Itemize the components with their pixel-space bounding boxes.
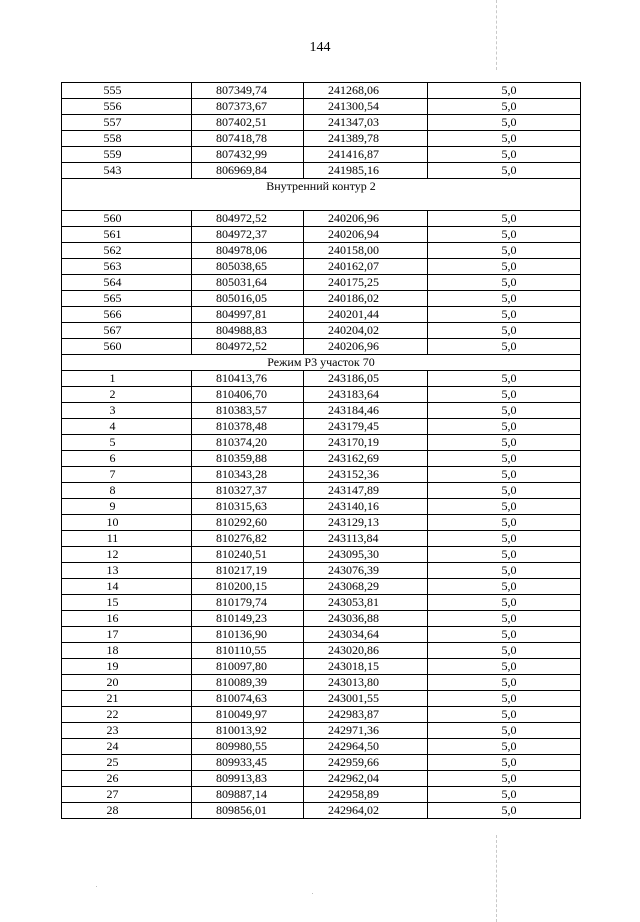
x-coordinate-cell: 809887,14 — [192, 787, 304, 803]
table-row — [62, 563, 581, 579]
error-value-cell: 5,0 — [428, 643, 581, 659]
y-coordinate-cell: 243147,89 — [304, 483, 428, 499]
table-row — [62, 787, 581, 803]
x-coordinate-cell: 809933,45 — [192, 755, 304, 771]
x-coordinate-cell: 804972,37 — [192, 227, 304, 243]
y-coordinate-cell: 242964,02 — [304, 803, 428, 819]
error-value-cell: 5,0 — [428, 147, 581, 163]
y-coordinate-cell: 243034,64 — [304, 627, 428, 643]
table-row — [62, 419, 581, 435]
point-number-cell: 26 — [62, 771, 192, 787]
y-coordinate-cell: 242964,50 — [304, 739, 428, 755]
point-number-cell: 560 — [62, 339, 192, 355]
error-value-cell: 5,0 — [428, 707, 581, 723]
y-coordinate-cell: 240162,07 — [304, 259, 428, 275]
point-number-cell: 10 — [62, 515, 192, 531]
point-number-cell: 559 — [62, 147, 192, 163]
table-row — [62, 531, 581, 547]
point-number-cell: 16 — [62, 611, 192, 627]
y-coordinate-cell: 241389,78 — [304, 131, 428, 147]
point-number-cell: 14 — [62, 579, 192, 595]
x-coordinate-cell: 810013,92 — [192, 723, 304, 739]
table-row — [62, 547, 581, 563]
error-value-cell: 5,0 — [428, 627, 581, 643]
y-coordinate-cell: 243113,84 — [304, 531, 428, 547]
error-value-cell: 5,0 — [428, 339, 581, 355]
y-coordinate-cell: 243018,15 — [304, 659, 428, 675]
table-row — [62, 435, 581, 451]
x-coordinate-cell: 810217,19 — [192, 563, 304, 579]
error-value-cell: 5,0 — [428, 227, 581, 243]
section-title: Режим Р3 участок 70 — [62, 355, 581, 371]
point-number-cell: 15 — [62, 595, 192, 611]
table-row — [62, 323, 581, 339]
table-row — [62, 259, 581, 275]
y-coordinate-cell: 243183,64 — [304, 387, 428, 403]
point-number-cell: 543 — [62, 163, 192, 179]
scan-artifact-line — [496, 0, 497, 70]
point-number-cell: 28 — [62, 803, 192, 819]
error-value-cell: 5,0 — [428, 131, 581, 147]
error-value-cell: 5,0 — [428, 403, 581, 419]
x-coordinate-cell: 810374,20 — [192, 435, 304, 451]
coordinates-table-body — [62, 83, 581, 819]
table-row — [62, 227, 581, 243]
error-value-cell: 5,0 — [428, 435, 581, 451]
y-coordinate-cell: 243020,86 — [304, 643, 428, 659]
point-number-cell: 12 — [62, 547, 192, 563]
x-coordinate-cell: 810049,97 — [192, 707, 304, 723]
x-coordinate-cell: 810110,55 — [192, 643, 304, 659]
point-number-cell: 564 — [62, 275, 192, 291]
x-coordinate-cell: 804978,06 — [192, 243, 304, 259]
table-row — [62, 611, 581, 627]
table-row — [62, 387, 581, 403]
scan-artifact-line — [496, 835, 497, 922]
x-coordinate-cell: 810089,39 — [192, 675, 304, 691]
y-coordinate-cell: 242959,66 — [304, 755, 428, 771]
page-number: 144 — [309, 40, 331, 55]
y-coordinate-cell: 243129,13 — [304, 515, 428, 531]
error-value-cell: 5,0 — [428, 563, 581, 579]
point-number-cell: 18 — [62, 643, 192, 659]
table-row — [62, 675, 581, 691]
x-coordinate-cell: 810276,82 — [192, 531, 304, 547]
point-number-cell: 2 — [62, 387, 192, 403]
error-value-cell: 5,0 — [428, 579, 581, 595]
table-row — [62, 163, 581, 179]
table-row — [62, 339, 581, 355]
x-coordinate-cell: 804972,52 — [192, 211, 304, 227]
table-row — [62, 115, 581, 131]
error-value-cell: 5,0 — [428, 611, 581, 627]
coordinates-table — [61, 82, 581, 819]
y-coordinate-cell: 242958,89 — [304, 787, 428, 803]
section-title: Внутренний контур 2 — [62, 179, 581, 211]
error-value-cell: 5,0 — [428, 323, 581, 339]
error-value-cell: 5,0 — [428, 659, 581, 675]
error-value-cell: 5,0 — [428, 771, 581, 787]
y-coordinate-cell: 242962,04 — [304, 771, 428, 787]
table-row — [62, 451, 581, 467]
x-coordinate-cell: 804972,52 — [192, 339, 304, 355]
x-coordinate-cell: 807373,67 — [192, 99, 304, 115]
point-number-cell: 13 — [62, 563, 192, 579]
y-coordinate-cell: 240206,96 — [304, 211, 428, 227]
point-number-cell: 20 — [62, 675, 192, 691]
table-row — [62, 595, 581, 611]
y-coordinate-cell: 240158,00 — [304, 243, 428, 259]
x-coordinate-cell: 809856,01 — [192, 803, 304, 819]
error-value-cell: 5,0 — [428, 163, 581, 179]
x-coordinate-cell: 809913,83 — [192, 771, 304, 787]
y-coordinate-cell: 243162,69 — [304, 451, 428, 467]
x-coordinate-cell: 805016,05 — [192, 291, 304, 307]
y-coordinate-cell: 243001,55 — [304, 691, 428, 707]
x-coordinate-cell: 807349,74 — [192, 83, 304, 99]
error-value-cell: 5,0 — [428, 467, 581, 483]
x-coordinate-cell: 809980,55 — [192, 739, 304, 755]
scan-artifact-dot — [312, 893, 313, 894]
y-coordinate-cell: 241416,87 — [304, 147, 428, 163]
x-coordinate-cell: 810327,37 — [192, 483, 304, 499]
point-number-cell: 560 — [62, 211, 192, 227]
point-number-cell: 1 — [62, 371, 192, 387]
y-coordinate-cell: 243186,05 — [304, 371, 428, 387]
point-number-cell: 23 — [62, 723, 192, 739]
x-coordinate-cell: 810097,80 — [192, 659, 304, 675]
table-row — [62, 643, 581, 659]
point-number-cell: 566 — [62, 307, 192, 323]
table-row — [62, 211, 581, 227]
table-row — [62, 627, 581, 643]
x-coordinate-cell: 810149,23 — [192, 611, 304, 627]
x-coordinate-cell: 807432,99 — [192, 147, 304, 163]
x-coordinate-cell: 807402,51 — [192, 115, 304, 131]
point-number-cell: 561 — [62, 227, 192, 243]
error-value-cell: 5,0 — [428, 451, 581, 467]
y-coordinate-cell: 242983,87 — [304, 707, 428, 723]
point-number-cell: 556 — [62, 99, 192, 115]
error-value-cell: 5,0 — [428, 691, 581, 707]
y-coordinate-cell: 243036,88 — [304, 611, 428, 627]
error-value-cell: 5,0 — [428, 739, 581, 755]
table-row — [62, 483, 581, 499]
y-coordinate-cell: 243068,29 — [304, 579, 428, 595]
error-value-cell: 5,0 — [428, 515, 581, 531]
y-coordinate-cell: 243170,19 — [304, 435, 428, 451]
table-row — [62, 307, 581, 323]
y-coordinate-cell: 243076,39 — [304, 563, 428, 579]
table-row — [62, 371, 581, 387]
point-number-cell: 4 — [62, 419, 192, 435]
error-value-cell: 5,0 — [428, 531, 581, 547]
x-coordinate-cell: 810179,74 — [192, 595, 304, 611]
error-value-cell: 5,0 — [428, 387, 581, 403]
point-number-cell: 25 — [62, 755, 192, 771]
y-coordinate-cell: 243013,80 — [304, 675, 428, 691]
point-number-cell: 9 — [62, 499, 192, 515]
y-coordinate-cell: 241268,06 — [304, 83, 428, 99]
table-row — [62, 147, 581, 163]
table-row — [62, 291, 581, 307]
x-coordinate-cell: 810383,57 — [192, 403, 304, 419]
error-value-cell: 5,0 — [428, 211, 581, 227]
error-value-cell: 5,0 — [428, 291, 581, 307]
point-number-cell: 21 — [62, 691, 192, 707]
x-coordinate-cell: 807418,78 — [192, 131, 304, 147]
section-header-row — [62, 179, 581, 211]
error-value-cell: 5,0 — [428, 259, 581, 275]
x-coordinate-cell: 810200,15 — [192, 579, 304, 595]
error-value-cell: 5,0 — [428, 595, 581, 611]
y-coordinate-cell: 243152,36 — [304, 467, 428, 483]
error-value-cell: 5,0 — [428, 723, 581, 739]
error-value-cell: 5,0 — [428, 99, 581, 115]
table-row — [62, 771, 581, 787]
table-row — [62, 99, 581, 115]
error-value-cell: 5,0 — [428, 675, 581, 691]
error-value-cell: 5,0 — [428, 83, 581, 99]
point-number-cell: 3 — [62, 403, 192, 419]
y-coordinate-cell: 240186,02 — [304, 291, 428, 307]
x-coordinate-cell: 804988,83 — [192, 323, 304, 339]
table-row — [62, 579, 581, 595]
table-row — [62, 403, 581, 419]
point-number-cell: 558 — [62, 131, 192, 147]
x-coordinate-cell: 810343,28 — [192, 467, 304, 483]
point-number-cell: 8 — [62, 483, 192, 499]
point-number-cell: 555 — [62, 83, 192, 99]
table-row — [62, 803, 581, 819]
x-coordinate-cell: 810315,63 — [192, 499, 304, 515]
table-row — [62, 723, 581, 739]
error-value-cell: 5,0 — [428, 483, 581, 499]
point-number-cell: 567 — [62, 323, 192, 339]
x-coordinate-cell: 806969,84 — [192, 163, 304, 179]
y-coordinate-cell: 241985,16 — [304, 163, 428, 179]
table-row — [62, 691, 581, 707]
error-value-cell: 5,0 — [428, 803, 581, 819]
point-number-cell: 563 — [62, 259, 192, 275]
error-value-cell: 5,0 — [428, 787, 581, 803]
scan-artifact-dot — [96, 886, 97, 887]
x-coordinate-cell: 810136,90 — [192, 627, 304, 643]
table-row — [62, 131, 581, 147]
y-coordinate-cell: 243179,45 — [304, 419, 428, 435]
x-coordinate-cell: 810359,88 — [192, 451, 304, 467]
point-number-cell: 17 — [62, 627, 192, 643]
x-coordinate-cell: 810413,76 — [192, 371, 304, 387]
y-coordinate-cell: 240206,94 — [304, 227, 428, 243]
y-coordinate-cell: 243184,46 — [304, 403, 428, 419]
table-row — [62, 275, 581, 291]
error-value-cell: 5,0 — [428, 499, 581, 515]
error-value-cell: 5,0 — [428, 371, 581, 387]
table-row — [62, 515, 581, 531]
point-number-cell: 27 — [62, 787, 192, 803]
x-coordinate-cell: 805038,65 — [192, 259, 304, 275]
y-coordinate-cell: 241300,54 — [304, 99, 428, 115]
error-value-cell: 5,0 — [428, 419, 581, 435]
error-value-cell: 5,0 — [428, 275, 581, 291]
error-value-cell: 5,0 — [428, 307, 581, 323]
point-number-cell: 6 — [62, 451, 192, 467]
y-coordinate-cell: 242971,36 — [304, 723, 428, 739]
error-value-cell: 5,0 — [428, 115, 581, 131]
error-value-cell: 5,0 — [428, 755, 581, 771]
y-coordinate-cell: 241347,03 — [304, 115, 428, 131]
point-number-cell: 7 — [62, 467, 192, 483]
y-coordinate-cell: 240204,02 — [304, 323, 428, 339]
point-number-cell: 24 — [62, 739, 192, 755]
table-row — [62, 243, 581, 259]
table-row — [62, 659, 581, 675]
point-number-cell: 19 — [62, 659, 192, 675]
section-header-row — [62, 355, 581, 371]
table-row — [62, 83, 581, 99]
x-coordinate-cell: 810378,48 — [192, 419, 304, 435]
y-coordinate-cell: 240206,96 — [304, 339, 428, 355]
x-coordinate-cell: 810292,60 — [192, 515, 304, 531]
y-coordinate-cell: 243140,16 — [304, 499, 428, 515]
x-coordinate-cell: 810074,63 — [192, 691, 304, 707]
point-number-cell: 11 — [62, 531, 192, 547]
table-row — [62, 739, 581, 755]
point-number-cell: 22 — [62, 707, 192, 723]
y-coordinate-cell: 240201,44 — [304, 307, 428, 323]
error-value-cell: 5,0 — [428, 243, 581, 259]
y-coordinate-cell: 243053,81 — [304, 595, 428, 611]
x-coordinate-cell: 810240,51 — [192, 547, 304, 563]
point-number-cell: 557 — [62, 115, 192, 131]
point-number-cell: 562 — [62, 243, 192, 259]
table-row — [62, 467, 581, 483]
x-coordinate-cell: 810406,70 — [192, 387, 304, 403]
table-row — [62, 499, 581, 515]
point-number-cell: 565 — [62, 291, 192, 307]
x-coordinate-cell: 804997,81 — [192, 307, 304, 323]
error-value-cell: 5,0 — [428, 547, 581, 563]
table-row — [62, 707, 581, 723]
table-row — [62, 755, 581, 771]
point-number-cell: 5 — [62, 435, 192, 451]
y-coordinate-cell: 243095,30 — [304, 547, 428, 563]
y-coordinate-cell: 240175,25 — [304, 275, 428, 291]
x-coordinate-cell: 805031,64 — [192, 275, 304, 291]
